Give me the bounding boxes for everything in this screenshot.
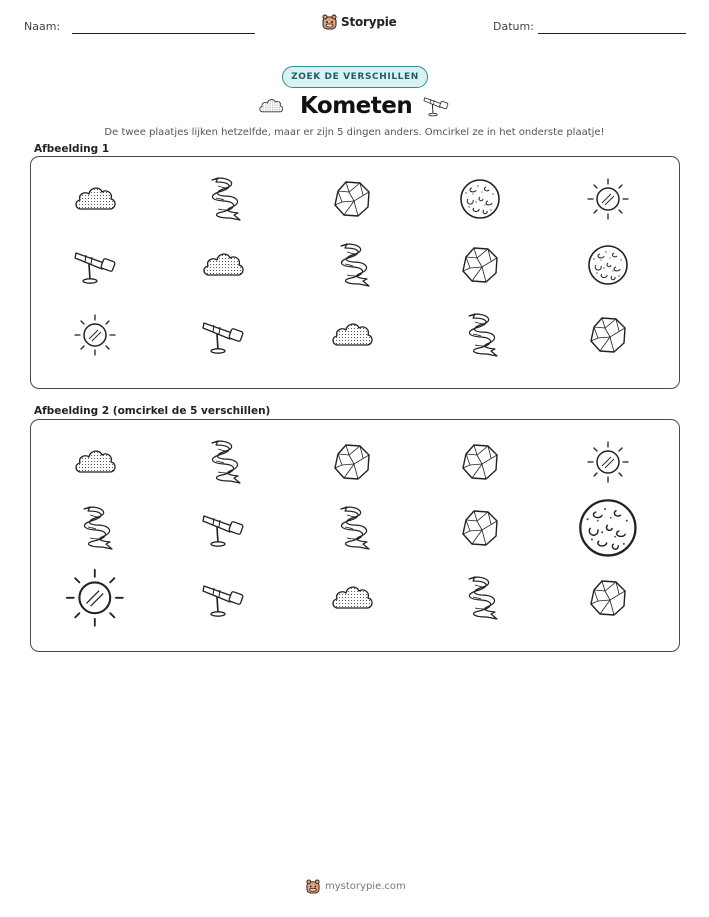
telescope-icon	[200, 315, 246, 355]
cloud-icon	[329, 318, 375, 352]
date-label: Datum:	[493, 20, 534, 33]
picture1-label: Afbeelding 1	[34, 143, 110, 155]
rock-icon[interactable]	[330, 440, 374, 484]
footer-site: mystorypie.com	[325, 881, 406, 892]
picture2-label: Afbeelding 2 (omcirkel de 5 verschillen)	[34, 405, 271, 417]
telescope-icon	[422, 93, 450, 117]
instructions: De twee plaatjes lijken hetzelfde, maar er zijn 5 dingen anders. Omcirkel ze in het onderste plaatje!	[104, 127, 605, 138]
sun-icon[interactable]	[64, 567, 126, 629]
cloud-icon	[200, 248, 246, 282]
mascot-icon	[306, 879, 320, 894]
moon-icon[interactable]	[576, 496, 640, 560]
name-label: Naam:	[24, 20, 61, 33]
telescope-icon[interactable]	[200, 508, 246, 548]
ribbon-icon[interactable]	[74, 505, 116, 551]
ribbon-icon	[459, 312, 501, 358]
cloud-icon[interactable]	[329, 581, 375, 615]
picture1-panel	[30, 156, 680, 389]
brand-name: Storypie	[341, 15, 397, 29]
rock-icon[interactable]	[458, 440, 502, 484]
moon-icon	[458, 177, 502, 221]
moon-icon	[586, 243, 630, 287]
name-line[interactable]	[72, 33, 255, 34]
rock-icon[interactable]	[458, 506, 502, 550]
sun-icon	[586, 177, 630, 221]
ribbon-icon[interactable]	[459, 575, 501, 621]
ribbon-icon[interactable]	[202, 439, 244, 485]
rock-icon	[330, 177, 374, 221]
rock-icon	[586, 313, 630, 357]
cloud-icon	[72, 182, 118, 216]
picture2-panel[interactable]	[30, 419, 680, 652]
page-title: Kometen	[300, 93, 413, 119]
mascot-icon	[322, 14, 337, 30]
ribbon-icon[interactable]	[331, 505, 373, 551]
footer	[306, 879, 406, 894]
date-line[interactable]	[538, 33, 686, 34]
cloud-icon	[257, 96, 285, 116]
telescope-icon[interactable]	[200, 578, 246, 618]
ribbon-icon	[331, 242, 373, 288]
rock-icon[interactable]	[586, 576, 630, 620]
storypie-logo	[322, 14, 397, 30]
ribbon-icon	[202, 176, 244, 222]
rock-icon	[458, 243, 502, 287]
telescope-icon	[72, 245, 118, 285]
worksheet-badge: ZOEK DE VERSCHILLEN	[282, 66, 428, 88]
sun-icon[interactable]	[586, 440, 630, 484]
sun-icon	[73, 313, 117, 357]
cloud-icon[interactable]	[72, 445, 118, 479]
